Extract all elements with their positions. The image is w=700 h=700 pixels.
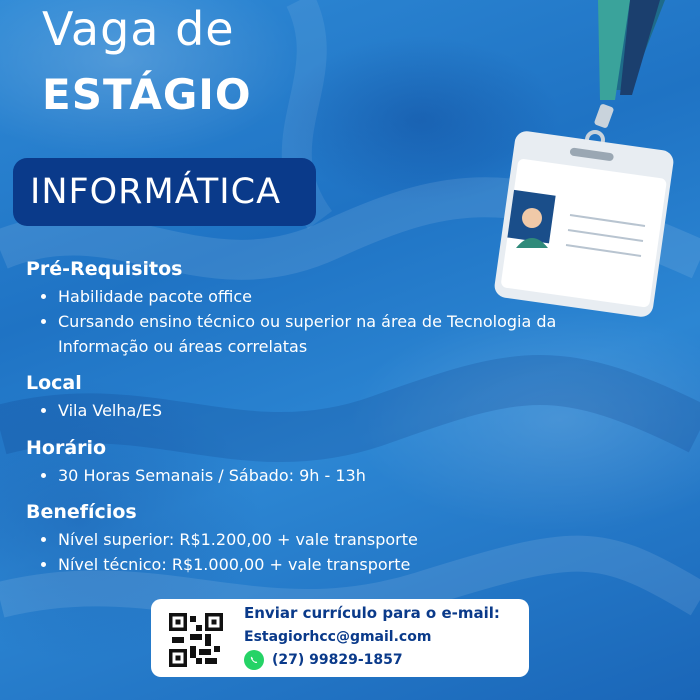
section-local (26, 372, 162, 423)
contact-email[interactable]: Estagiorhcc@gmail.com (244, 629, 432, 645)
contact-card (151, 599, 529, 677)
list-item: • Habilidade pacote office (58, 284, 646, 309)
contact-phone-row (244, 650, 403, 670)
list-item: • Cursando ensino técnico ou superior na área de Tecnologia da Informação ou áreas correlatas (58, 309, 646, 359)
area-banner (13, 158, 316, 226)
list-horario (26, 463, 366, 488)
whatsapp-icon (244, 650, 264, 670)
list-item: • Nível superior: R$1.200,00 + vale transporte (58, 527, 418, 552)
section-requisitos (26, 258, 646, 359)
list-item: • Vila Velha/ES (58, 398, 162, 423)
list-local (26, 398, 162, 423)
section-horario (26, 437, 366, 488)
section-beneficios (26, 501, 418, 577)
section-title-local: Local (26, 372, 82, 394)
list-beneficios (26, 527, 418, 577)
title-line-1: Vaga de (42, 2, 235, 56)
contact-phone[interactable]: (27) 99829-1857 (272, 652, 403, 668)
section-title-horario: Horário (26, 437, 107, 459)
list-item: • Nível técnico: R$1.000,00 + vale transporte (58, 552, 418, 577)
title-line-2: ESTÁGIO (42, 70, 252, 119)
qr-code-icon[interactable] (169, 613, 223, 667)
contact-heading: Enviar currículo para o e-mail: (244, 604, 500, 622)
list-requisitos (26, 284, 646, 359)
area-title: INFORMÁTICA (30, 172, 282, 212)
section-title-beneficios: Benefícios (26, 501, 137, 523)
list-item: • 30 Horas Semanais / Sábado: 9h - 13h (58, 463, 366, 488)
section-title-requisitos: Pré-Requisitos (26, 258, 183, 280)
